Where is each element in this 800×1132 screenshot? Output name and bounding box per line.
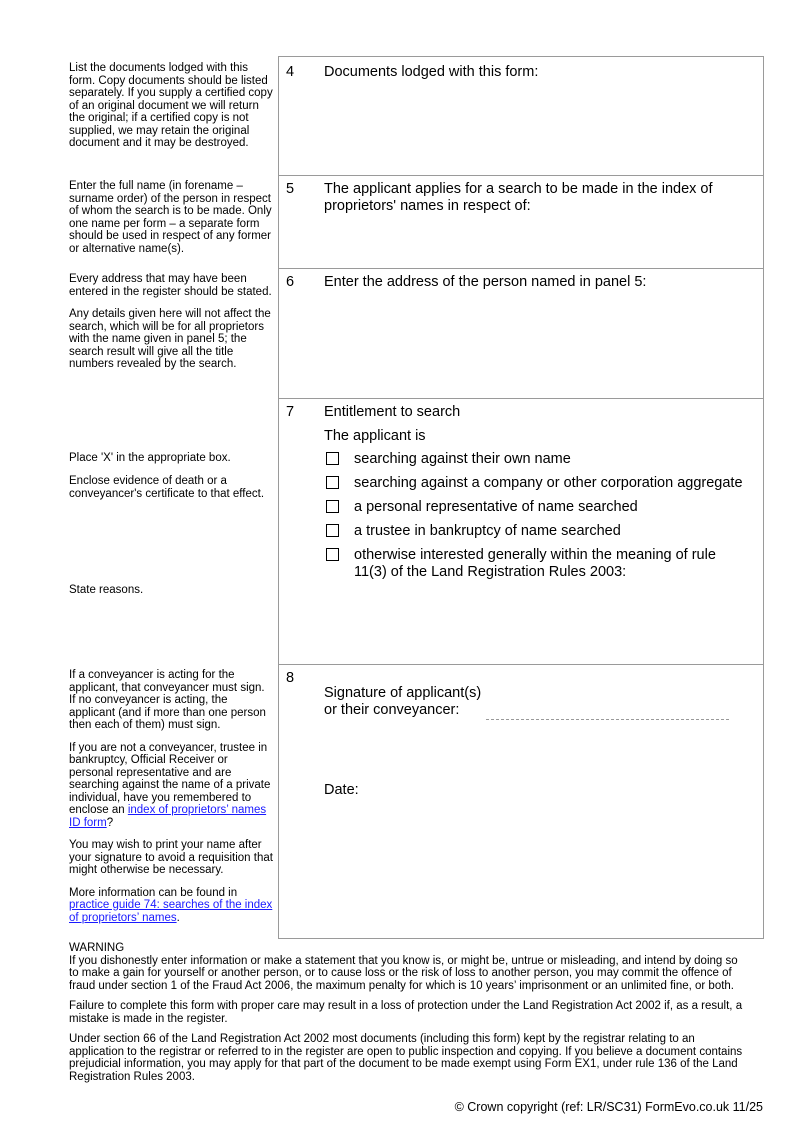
panel-8 — [278, 664, 764, 939]
option-company: searching against a company or other corporation aggregate — [354, 475, 743, 491]
date-label: Date: — [324, 782, 359, 798]
checkbox-company[interactable] — [326, 476, 339, 489]
panel-8-number: 8 — [286, 670, 295, 686]
panel7-enclose-note: Enclose evidence of death or a conveyancer's certificate to that effect. — [69, 475, 265, 500]
option-trustee: a trustee in bankruptcy of name searched — [354, 523, 621, 539]
footer-copyright: © Crown copyright (ref: LR/SC31) FormEvo.co.uk 11/25 — [454, 1100, 763, 1114]
panel-5-title: The applicant applies for a search to be made in the index of proprietors' names in respect of: — [324, 181, 713, 214]
signature-line[interactable] — [486, 705, 729, 720]
panel4-note: List the documents lodged with this form. Copy documents should be listed separately. If you supply a certified copy of an original document we will return the original; if a certified copy is not supplied, we may retain the original document and it may be destroyed. — [69, 62, 273, 149]
panel7-reasons-note: State reasons. — [69, 584, 144, 596]
panel-6-number: 6 — [286, 274, 295, 290]
panel7-place-note: Place 'X' in the appropriate box. — [69, 452, 231, 464]
practice-guide-link[interactable]: practice guide 74: searches of the index of proprietors’ names — [69, 899, 273, 924]
option-personal-representative: a personal representative of name searched — [354, 499, 638, 515]
checkbox-otherwise-interested[interactable] — [326, 548, 339, 561]
checkbox-trustee[interactable] — [326, 524, 339, 537]
warning-heading: WARNING — [69, 942, 125, 954]
panel-5[interactable] — [278, 175, 764, 269]
panel-7-number: 7 — [286, 404, 295, 420]
date-field[interactable] — [379, 777, 729, 801]
checkbox-own-name[interactable] — [326, 452, 339, 465]
option-own-name: searching against their own name — [354, 451, 571, 467]
checkbox-personal-representative[interactable] — [326, 500, 339, 513]
reasons-field[interactable] — [324, 584, 754, 654]
panel5-note: Enter the full name (in forename – surname order) of the person in respect of whom the search is to be made. Only one name per form – a separate form should be used in respect of any former or alternative name(s). — [69, 180, 272, 255]
option-otherwise-interested: otherwise interested generally within the meaning of rule 11(3) of the Land Registration Rules 2003: — [354, 547, 716, 580]
id-form-link[interactable]: index of proprietors’ names ID form — [69, 804, 267, 829]
panel-7-title: Entitlement to search — [324, 404, 461, 420]
panel-6[interactable] — [278, 268, 764, 399]
panel8-note: If a conveyancer is acting for the applicant, that conveyancer must sign. If no conveyancer is acting, the applicant (and if more than one person then each of them) must sign. If you are not a conveyancer, trustee in bankruptcy, Official Receiver or personal representative and are searching against the name of a private individual, have you remembered to enclose an index of proprietors’ names ID form? You may wish to print your name after your signature to avoid a requisition that might otherwise be necessary. More information can be found in practice guide 74: searches of the index of proprietors’ names. — [69, 669, 273, 924]
panel-4-number: 4 — [286, 64, 295, 80]
warning-block: WARNING If you dishonestly enter information or make a statement that you know is, or might be, untrue or misleading, and intend by doing so to make a gain for yourself or another person, or to cause loss or the risk of loss to another person, you may commit the offence of fraud under section 1 of the Fraud Act 2006, the maximum penalty for which is 10 years’ imprisonment or an unlimited fine, or both. Failure to complete this form with proper care may result in a loss of protection under the Land Registration Act 2002 if, as a result, a mistake is made in the register. Under section 66 of the Land Registration Act 2002 most documents (including this form) kept by the registrar relating to an application to the registrar or referred to in the register are open to public inspection and copying. If you believe a document contains prejudicial information, you may apply for that part of the document to be made exempt using Form EX1, under rule 136 of the Land Registration Rules 2003. — [69, 942, 749, 1083]
panel-7 — [278, 398, 764, 665]
panel-4[interactable] — [278, 56, 764, 176]
panel-5-number: 5 — [286, 181, 295, 197]
signature-label: Signature of applicant(s) or their conveyancer: — [324, 685, 482, 718]
panel-4-title: Documents lodged with this form: — [324, 64, 539, 80]
panel-7-subtitle: The applicant is — [324, 428, 426, 444]
panel6-note: Every address that may have been entered in the register should be stated. Any details given here will not affect the search, which will be for all proprietors with the name given in panel 5; the search result will give all the title numbers revealed by the search. — [69, 273, 272, 370]
panel-6-title: Enter the address of the person named in panel 5: — [324, 274, 647, 290]
